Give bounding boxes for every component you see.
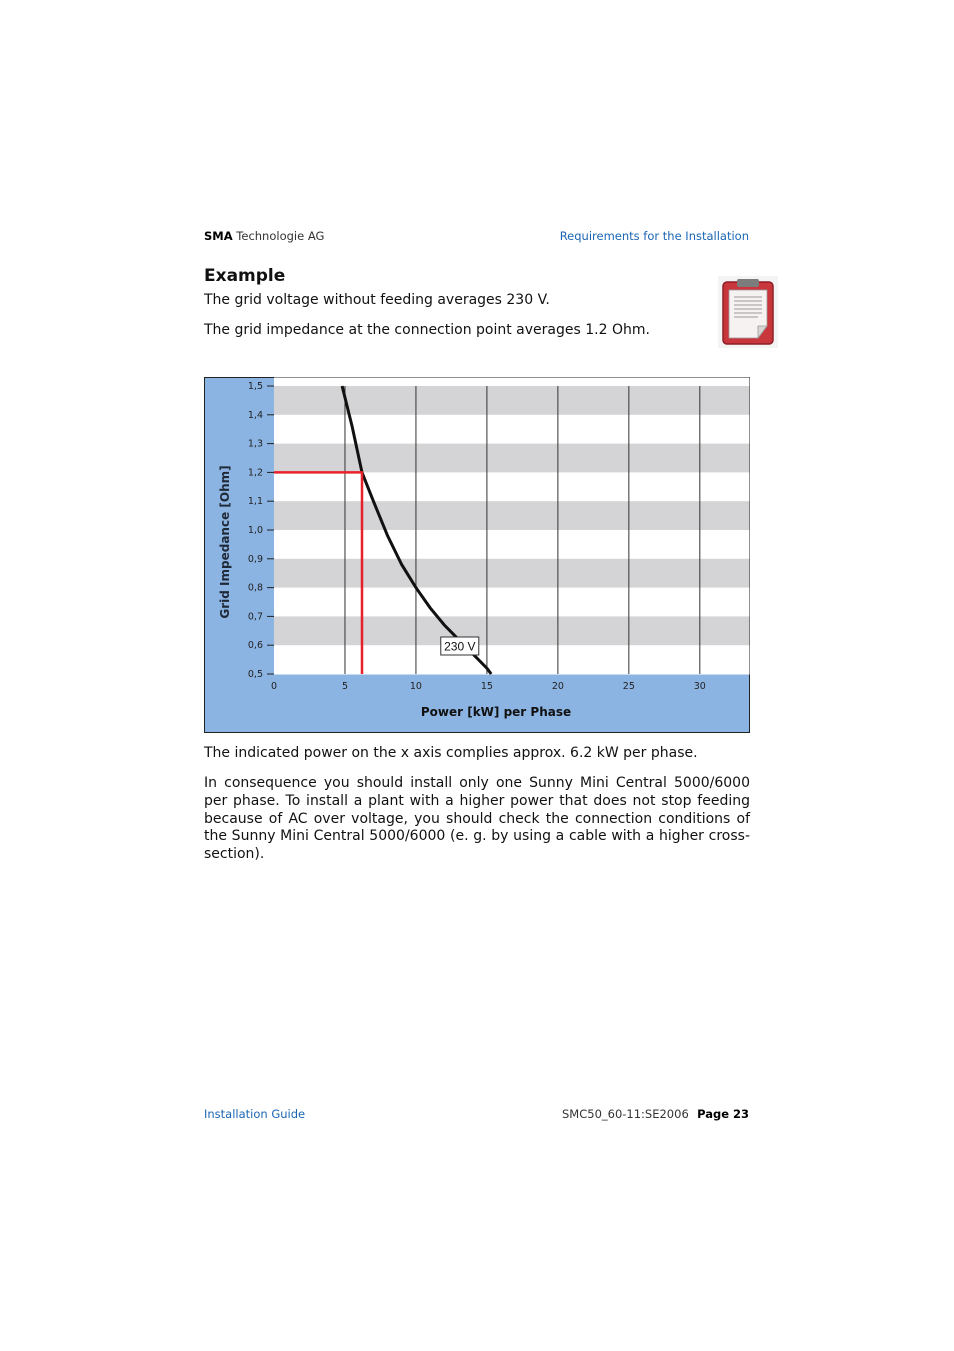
y-tick-label: 0,8 xyxy=(247,582,263,594)
x-tick-label: 5 xyxy=(341,681,348,692)
header-section: Requirements for the Installation xyxy=(559,229,749,243)
y-tick-label: 1,3 xyxy=(247,438,263,450)
y-tick-label: 0,9 xyxy=(247,553,263,565)
x-tick-label: 30 xyxy=(693,681,706,692)
footer-guide: Installation Guide xyxy=(204,1107,306,1121)
x-axis-label: Power [kW] per Phase xyxy=(420,705,572,719)
y-tick-label: 1,4 xyxy=(247,409,263,421)
paragraph-grid-impedance: The grid impedance at the connection point averages 1.2 Ohm. xyxy=(204,322,650,338)
x-tick-label: 10 xyxy=(409,681,422,692)
grid-impedance-chart xyxy=(204,377,750,733)
footer-page-number: Page 23 xyxy=(697,1107,749,1121)
y-tick-label: 0,5 xyxy=(247,669,263,680)
series-name-text: 230 V xyxy=(444,639,476,654)
y-tick-label: 1,0 xyxy=(247,525,263,536)
y-tick-label: 0,7 xyxy=(247,611,263,623)
y-tick-label: 0,6 xyxy=(247,640,263,652)
x-tick-label: 15 xyxy=(480,681,493,692)
company-name: Technologie AG xyxy=(236,229,325,243)
y-tick-label: 1,5 xyxy=(247,381,263,392)
x-tick-label: 0 xyxy=(270,681,278,692)
x-tick-label: 25 xyxy=(622,681,635,692)
paragraph-consequence: In consequence you should install only one Sunny Mini Central 5000/6000 per phase. To install a plant with a higher power that does not stop feeding because of AC over voltage, you should check the connection conditions of the Sunny Mini Central 5000/6000 (e. g. by using a cable with a higher cross-section). xyxy=(204,775,750,863)
brand-name: SMA xyxy=(204,229,233,243)
example-title: Example xyxy=(204,266,286,286)
series-label-230v xyxy=(441,637,479,655)
y-tick-label: 1,1 xyxy=(247,496,263,508)
header-company xyxy=(204,229,324,243)
y-tick-label: 1,2 xyxy=(247,467,263,479)
paragraph-indicated-power: The indicated power on the x axis complies approx. 6.2 kW per phase. xyxy=(204,745,698,761)
x-tick-label: 20 xyxy=(551,681,564,692)
paragraph-grid-voltage: The grid voltage without feeding averages 230 V. xyxy=(204,292,550,308)
footer-doc-id: SMC50_60-11:SE2006 xyxy=(562,1107,689,1121)
clipboard-note-icon xyxy=(718,276,778,348)
y-axis-label: Grid Impedance [Ohm] xyxy=(218,465,232,619)
